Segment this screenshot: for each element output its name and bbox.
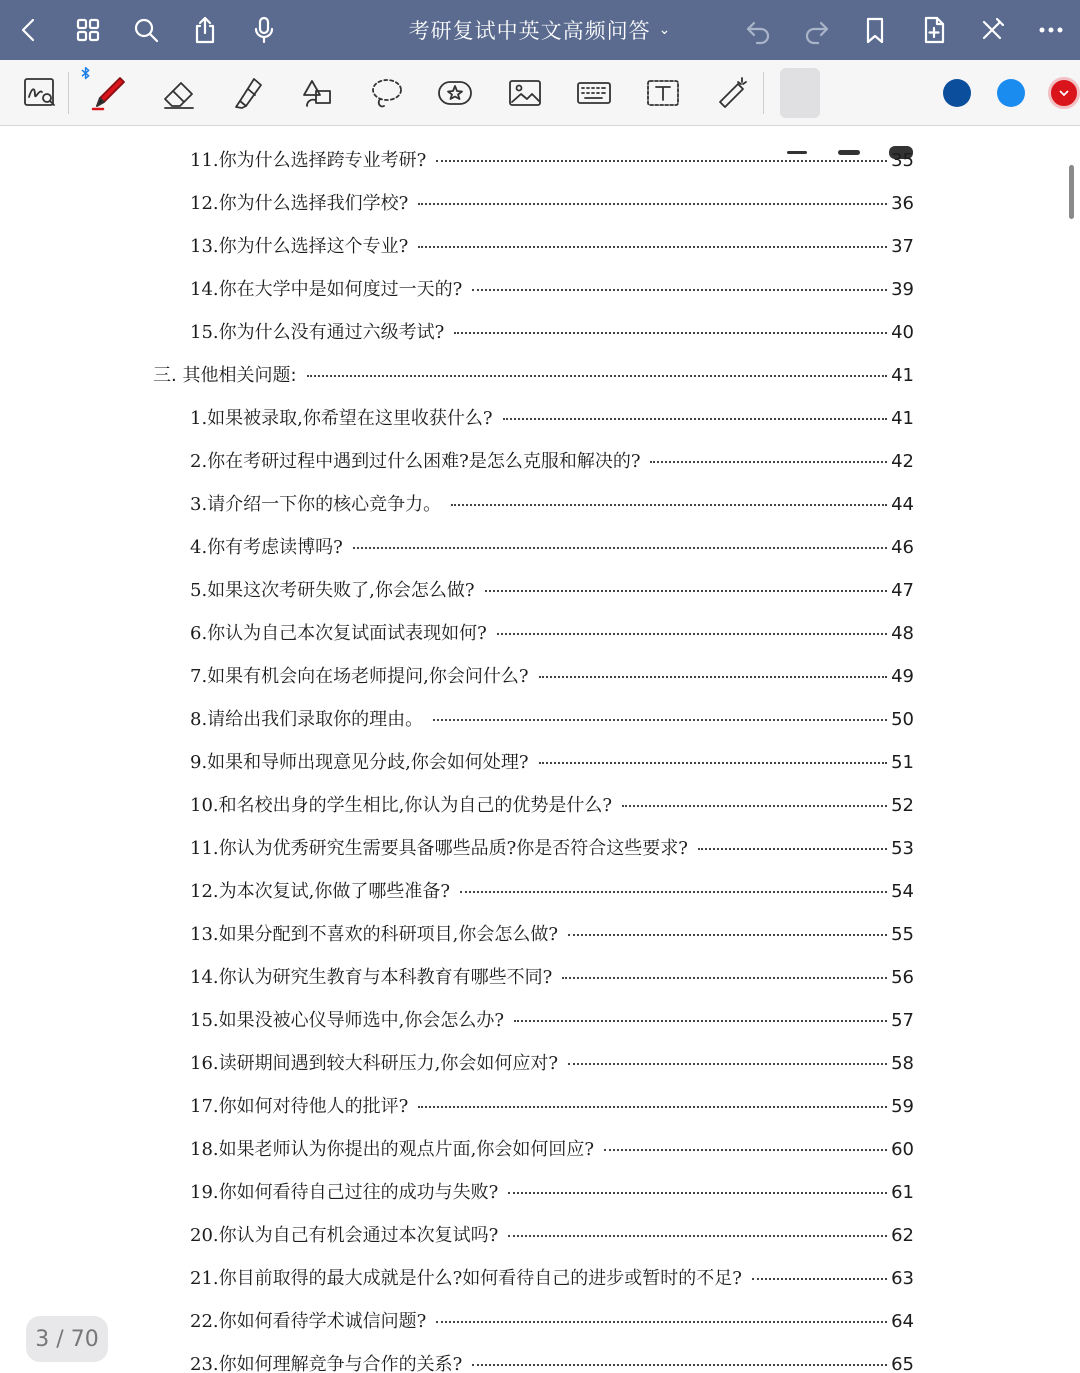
- stroke-width-selected[interactable]: [780, 68, 820, 118]
- toc-page-number: 41: [891, 408, 914, 429]
- text-box-icon[interactable]: [638, 68, 688, 118]
- toc-page-number: 63: [891, 1268, 914, 1289]
- toc-row[interactable]: [190, 1178, 914, 1208]
- toc-page-number: 48: [891, 623, 914, 644]
- toc-label: 14.你在大学中是如何度过一天的?: [190, 279, 463, 300]
- toc-label: 18.如果老师认为你提出的观点片面,你会如何回应?: [190, 1139, 594, 1160]
- shapes-icon[interactable]: [292, 68, 342, 118]
- page-indicator: 3 / 70: [26, 1316, 108, 1362]
- toc-leader-dots: [539, 676, 888, 678]
- annotation-toolbar: [0, 60, 1080, 126]
- toc-leader-dots: [418, 1106, 887, 1108]
- toc-leader-dots: [454, 332, 887, 334]
- color-swatch-dark-blue[interactable]: [943, 79, 971, 107]
- toc-leader-dots: [650, 461, 887, 463]
- toc-row[interactable]: [190, 275, 914, 305]
- add-page-icon[interactable]: [909, 0, 959, 60]
- toc-row[interactable]: [190, 1092, 914, 1122]
- toc-row[interactable]: [190, 834, 914, 864]
- toc-label: 19.你如何看待自己过往的成功与失败?: [190, 1182, 499, 1203]
- sticker-icon[interactable]: [430, 68, 480, 118]
- toc-page-number: 36: [891, 193, 914, 214]
- toc-label: 3.请介绍一下你的核心竞争力。: [190, 494, 442, 515]
- color-swatch-blue[interactable]: [997, 79, 1025, 107]
- toc-leader-dots: [497, 633, 887, 635]
- search-icon[interactable]: [121, 0, 171, 60]
- pen-icon[interactable]: [84, 68, 134, 118]
- toc-row[interactable]: [190, 404, 914, 434]
- toc-page-number: 61: [891, 1182, 914, 1203]
- toc-label: 6.你认为自己本次复试面试表现如何?: [190, 623, 487, 644]
- toc-leader-dots: [353, 547, 887, 549]
- toc-page-number: 42: [891, 451, 914, 472]
- undo-icon[interactable]: [733, 0, 783, 60]
- toc-page-number: 50: [891, 709, 914, 730]
- toc-page-number: 55: [891, 924, 914, 945]
- toc-leader-dots: [568, 1063, 887, 1065]
- toc-leader-dots: [472, 1364, 887, 1366]
- toc-label: 11.你认为优秀研究生需要具备哪些品质?你是否符合这些要求?: [190, 838, 688, 859]
- microphone-icon[interactable]: [239, 0, 289, 60]
- toc-leader-dots: [451, 504, 887, 506]
- toc-row[interactable]: [190, 748, 914, 778]
- toc-label: 17.你如何对待他人的批评?: [190, 1096, 409, 1117]
- scrollbar[interactable]: [1069, 165, 1074, 219]
- toc-label: 21.你目前取得的最大成就是什么?如何看待自己的进步或暂时的不足?: [190, 1268, 742, 1289]
- toc-leader-dots: [568, 934, 887, 936]
- toc-row[interactable]: [190, 576, 914, 606]
- title-chevron-icon: ⌄: [658, 22, 672, 38]
- toc-leader-dots: [485, 590, 888, 592]
- toc-leader-dots: [418, 203, 887, 205]
- toc-row[interactable]: [190, 1006, 914, 1036]
- toc-leader-dots: [514, 1020, 887, 1022]
- toc-page-number: 39: [891, 279, 914, 300]
- toc-page-number: 46: [891, 537, 914, 558]
- toc-leader-dots: [508, 1192, 887, 1194]
- toc-row[interactable]: [190, 662, 914, 692]
- toc-page-number: 59: [891, 1096, 914, 1117]
- toc-leader-dots: [752, 1278, 887, 1280]
- toc-leader-dots: [508, 1235, 887, 1237]
- toc-row[interactable]: [190, 705, 914, 735]
- toc-page-number: 41: [891, 365, 914, 386]
- document-title[interactable]: [360, 0, 720, 60]
- toc-label: 16.读研期间遇到较大科研压力,你会如何应对?: [190, 1053, 558, 1074]
- toc-label: 12.为本次复试,你做了哪些准备?: [190, 881, 450, 902]
- toc-label: 23.你如何理解竞争与合作的关系?: [190, 1354, 463, 1373]
- toc-label: 9.如果和导师出现意见分歧,你会如何处理?: [190, 752, 529, 773]
- toc-row[interactable]: [190, 963, 914, 993]
- redo-icon[interactable]: [792, 0, 842, 60]
- image-icon[interactable]: [500, 68, 550, 118]
- toc-leader-dots: [433, 719, 887, 721]
- toc-row[interactable]: [190, 791, 914, 821]
- document-title-text: 考研复试中英文高频问答: [408, 19, 651, 43]
- toc-row[interactable]: [190, 318, 914, 348]
- toc-row[interactable]: [190, 920, 914, 950]
- toc-label: 1.如果被录取,你希望在这里收获什么?: [190, 408, 493, 429]
- toc-label: 5.如果这次考研失败了,你会怎么做?: [190, 580, 475, 601]
- toc-row[interactable]: [190, 1049, 914, 1079]
- toc-row[interactable]: [190, 619, 914, 649]
- toc-page-number: 56: [891, 967, 914, 988]
- toc-row[interactable]: [190, 1264, 914, 1294]
- grid-icon[interactable]: [63, 0, 113, 60]
- toc-page-number: 64: [891, 1311, 914, 1332]
- toc-row[interactable]: [190, 232, 914, 262]
- toc-leader-dots: [539, 762, 888, 764]
- toc-leader-dots: [622, 805, 887, 807]
- toc-page-number: 49: [891, 666, 914, 687]
- toc-row[interactable]: [190, 490, 914, 520]
- toc-leader-dots: [436, 1321, 887, 1323]
- toc-page-number: 40: [891, 322, 914, 343]
- handwriting-search-icon[interactable]: [15, 68, 65, 118]
- document-page[interactable]: [0, 126, 1080, 1373]
- eraser-icon[interactable]: [154, 68, 204, 118]
- toc-label: 15.如果没被心仪导师选中,你会怎么办?: [190, 1010, 504, 1031]
- toc-row[interactable]: [190, 1307, 914, 1337]
- toc-label: 13.你为什么选择这个专业?: [190, 236, 409, 257]
- toc-page-number: 47: [891, 580, 914, 601]
- toc-section-heading[interactable]: [153, 361, 914, 391]
- toc-leader-dots: [460, 891, 887, 893]
- toc-label: 22.你如何看待学术诚信问题?: [190, 1311, 427, 1332]
- toc-leader-dots: [307, 375, 888, 377]
- laser-pointer-icon[interactable]: [707, 68, 757, 118]
- toc-label: 14.你认为研究生教育与本科教育有哪些不同?: [190, 967, 553, 988]
- toc-leader-dots: [472, 289, 887, 291]
- toc-row[interactable]: [190, 1135, 914, 1165]
- color-swatch-red-selected[interactable]: [1048, 77, 1080, 109]
- toc-label: 三. 其他相关问题:: [153, 365, 297, 386]
- toc-row[interactable]: [190, 146, 914, 176]
- toc-label: 2.你在考研过程中遇到过什么困难?是怎么克服和解决的?: [190, 451, 641, 472]
- toc-label: 4.你有考虑读博吗?: [190, 537, 343, 558]
- toc-page-number: 65: [891, 1354, 914, 1373]
- toc-label: 8.请给出我们录取你的理由。: [190, 709, 424, 730]
- back-icon[interactable]: [4, 0, 54, 60]
- toc-page-number: 57: [891, 1010, 914, 1031]
- toc-leader-dots: [562, 977, 887, 979]
- toc-page-number: 54: [891, 881, 914, 902]
- toc-page-number: 62: [891, 1225, 914, 1246]
- toc-label: 15.你为什么没有通过六级考试?: [190, 322, 445, 343]
- toc-leader-dots: [698, 848, 887, 850]
- toc-leader-dots: [503, 418, 888, 420]
- toc-label: 11.你为什么选择跨专业考研?: [190, 150, 427, 171]
- highlighter-icon[interactable]: [223, 68, 273, 118]
- more-icon[interactable]: [1026, 0, 1076, 60]
- toc-page-number: 60: [891, 1139, 914, 1160]
- toc-page-number: 52: [891, 795, 914, 816]
- toc-leader-dots: [418, 246, 887, 248]
- toc-row[interactable]: [190, 189, 914, 219]
- share-icon[interactable]: [180, 0, 230, 60]
- toc-label: 7.如果有机会向在场老师提问,你会问什么?: [190, 666, 529, 687]
- toc-row[interactable]: [190, 447, 914, 477]
- toc-row[interactable]: [190, 533, 914, 563]
- toc-page-number: 37: [891, 236, 914, 257]
- toc-page-number: 58: [891, 1053, 914, 1074]
- chevron-down-icon: [1051, 80, 1077, 106]
- toc-row[interactable]: [190, 1350, 914, 1373]
- top-nav-bar: [0, 0, 1080, 60]
- toc-page-number: 35: [891, 150, 914, 171]
- toc-label: 13.如果分配到不喜欢的科研项目,你会怎么做?: [190, 924, 558, 945]
- toc-label: 20.你认为自己有机会通过本次复试吗?: [190, 1225, 499, 1246]
- toc-page-number: 53: [891, 838, 914, 859]
- toc-page-number: 51: [891, 752, 914, 773]
- toc-page-number: 44: [891, 494, 914, 515]
- lasso-icon[interactable]: [361, 68, 411, 118]
- toc-row[interactable]: [190, 1221, 914, 1251]
- bookmark-icon[interactable]: [850, 0, 900, 60]
- close-pen-icon[interactable]: [967, 0, 1017, 60]
- toc-leader-dots: [436, 160, 887, 162]
- keyboard-icon[interactable]: [569, 68, 619, 118]
- toc-label: 10.和名校出身的学生相比,你认为自己的优势是什么?: [190, 795, 612, 816]
- toc-label: 12.你为什么选择我们学校?: [190, 193, 409, 214]
- toc-leader-dots: [604, 1149, 887, 1151]
- toc-row[interactable]: [190, 877, 914, 907]
